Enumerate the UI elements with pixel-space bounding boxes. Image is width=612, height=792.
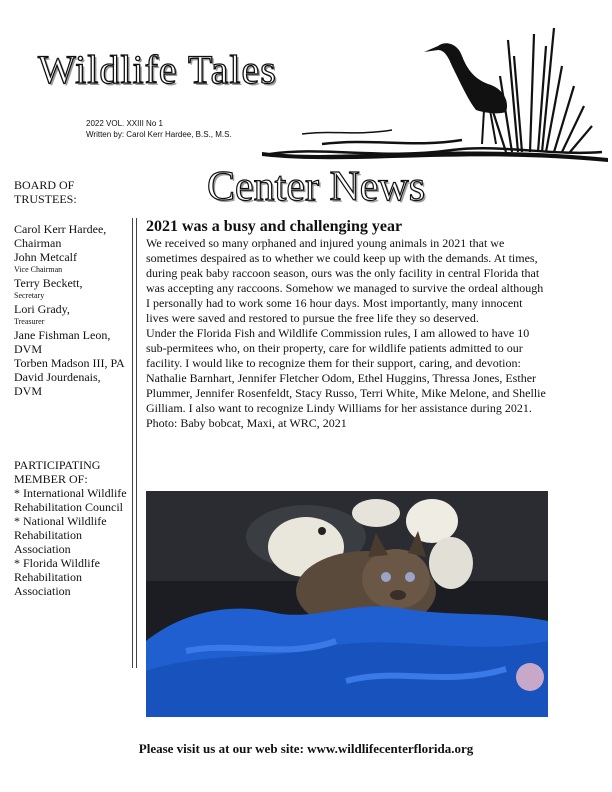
- website-footer: Please visit us at our web site: www.wildlifecenterflorida.org: [138, 741, 474, 756]
- article-paragraph: Under the Florida Fish and Wildlife Commission rules, I am allowed to have 10 sub-permitees who, on their property, care for wildlife patients admitted to our facility. I would like to recognize them for their support, caring, and devotion: Nathalie Barnhart, Jennifer Fletcher Odom, Ethel Huggins, Thressa Jones, Esther Plummer, Jennifer Rosenfeldt, Stacy Russo, Terri White, Mike Melone, and Shellie Gilliam. I also want to recognize Lindy Williams for her assistance during 2021. Photo: Baby bobcat, Maxi, at WRC, 2021: [146, 326, 546, 430]
- article: [146, 218, 546, 431]
- member-organization: * National Wildlife Rehabilitation Association: [14, 514, 107, 556]
- trustee-title: Chairman: [14, 236, 62, 250]
- section-title: Center News: [207, 164, 426, 210]
- trustee-title: DVM: [14, 384, 43, 398]
- trustee-name: Torben Madson III, PA: [14, 356, 125, 370]
- trustee-name: John Metcalf: [14, 250, 77, 264]
- article-paragraph: We received so many orphaned and injured young animals in 2021 that we sometimes despaired as to whether we could keep up with the demands. At times, during peak baby raccoon season, ours was the only facility in central Florida that was accepting any raccoons. Somehow we managed to survive the ordeal although I personally had to work some 16 hour days. Most importantly, many innocent lives were saved and restored to pursue the free life they so deserved.: [146, 236, 544, 325]
- trustee-name: Terry Beckett,: [14, 276, 83, 290]
- column-divider: [132, 218, 137, 668]
- member-organization: * International Wildlife Rehabilitation Council: [14, 486, 127, 514]
- trustee-name: Jane Fishman Leon,: [14, 328, 111, 342]
- board-heading: BOARD OF TRUSTEES:: [14, 178, 77, 206]
- bobcat-photo: [146, 491, 548, 717]
- trustee-title: DVM: [14, 342, 43, 356]
- volume-line: 2022 VOL. XXIII No 1: [86, 119, 163, 128]
- trustee-title: Secretary: [14, 291, 45, 300]
- trustee-title: Vice Chairman: [14, 265, 63, 274]
- newsletter-title: Wildlife Tales: [38, 47, 277, 92]
- author-line: Written by: Carol Kerr Hardee, B.S., M.S.: [86, 130, 232, 139]
- trustee-name: Carol Kerr Hardee,: [14, 222, 107, 236]
- heron-logo-icon: [262, 26, 608, 166]
- trustee-name: David Jourdenais,: [14, 370, 101, 384]
- member-heading: PARTICIPATING MEMBER OF:: [14, 458, 101, 486]
- article-heading: 2021 was a busy and challenging year: [146, 218, 403, 235]
- sidebar: [14, 178, 132, 598]
- member-organization: * Florida Wildlife Rehabilitation Association: [14, 556, 100, 598]
- trustee-title: Treasurer: [14, 317, 45, 326]
- trustee-name: Lori Grady,: [14, 302, 70, 316]
